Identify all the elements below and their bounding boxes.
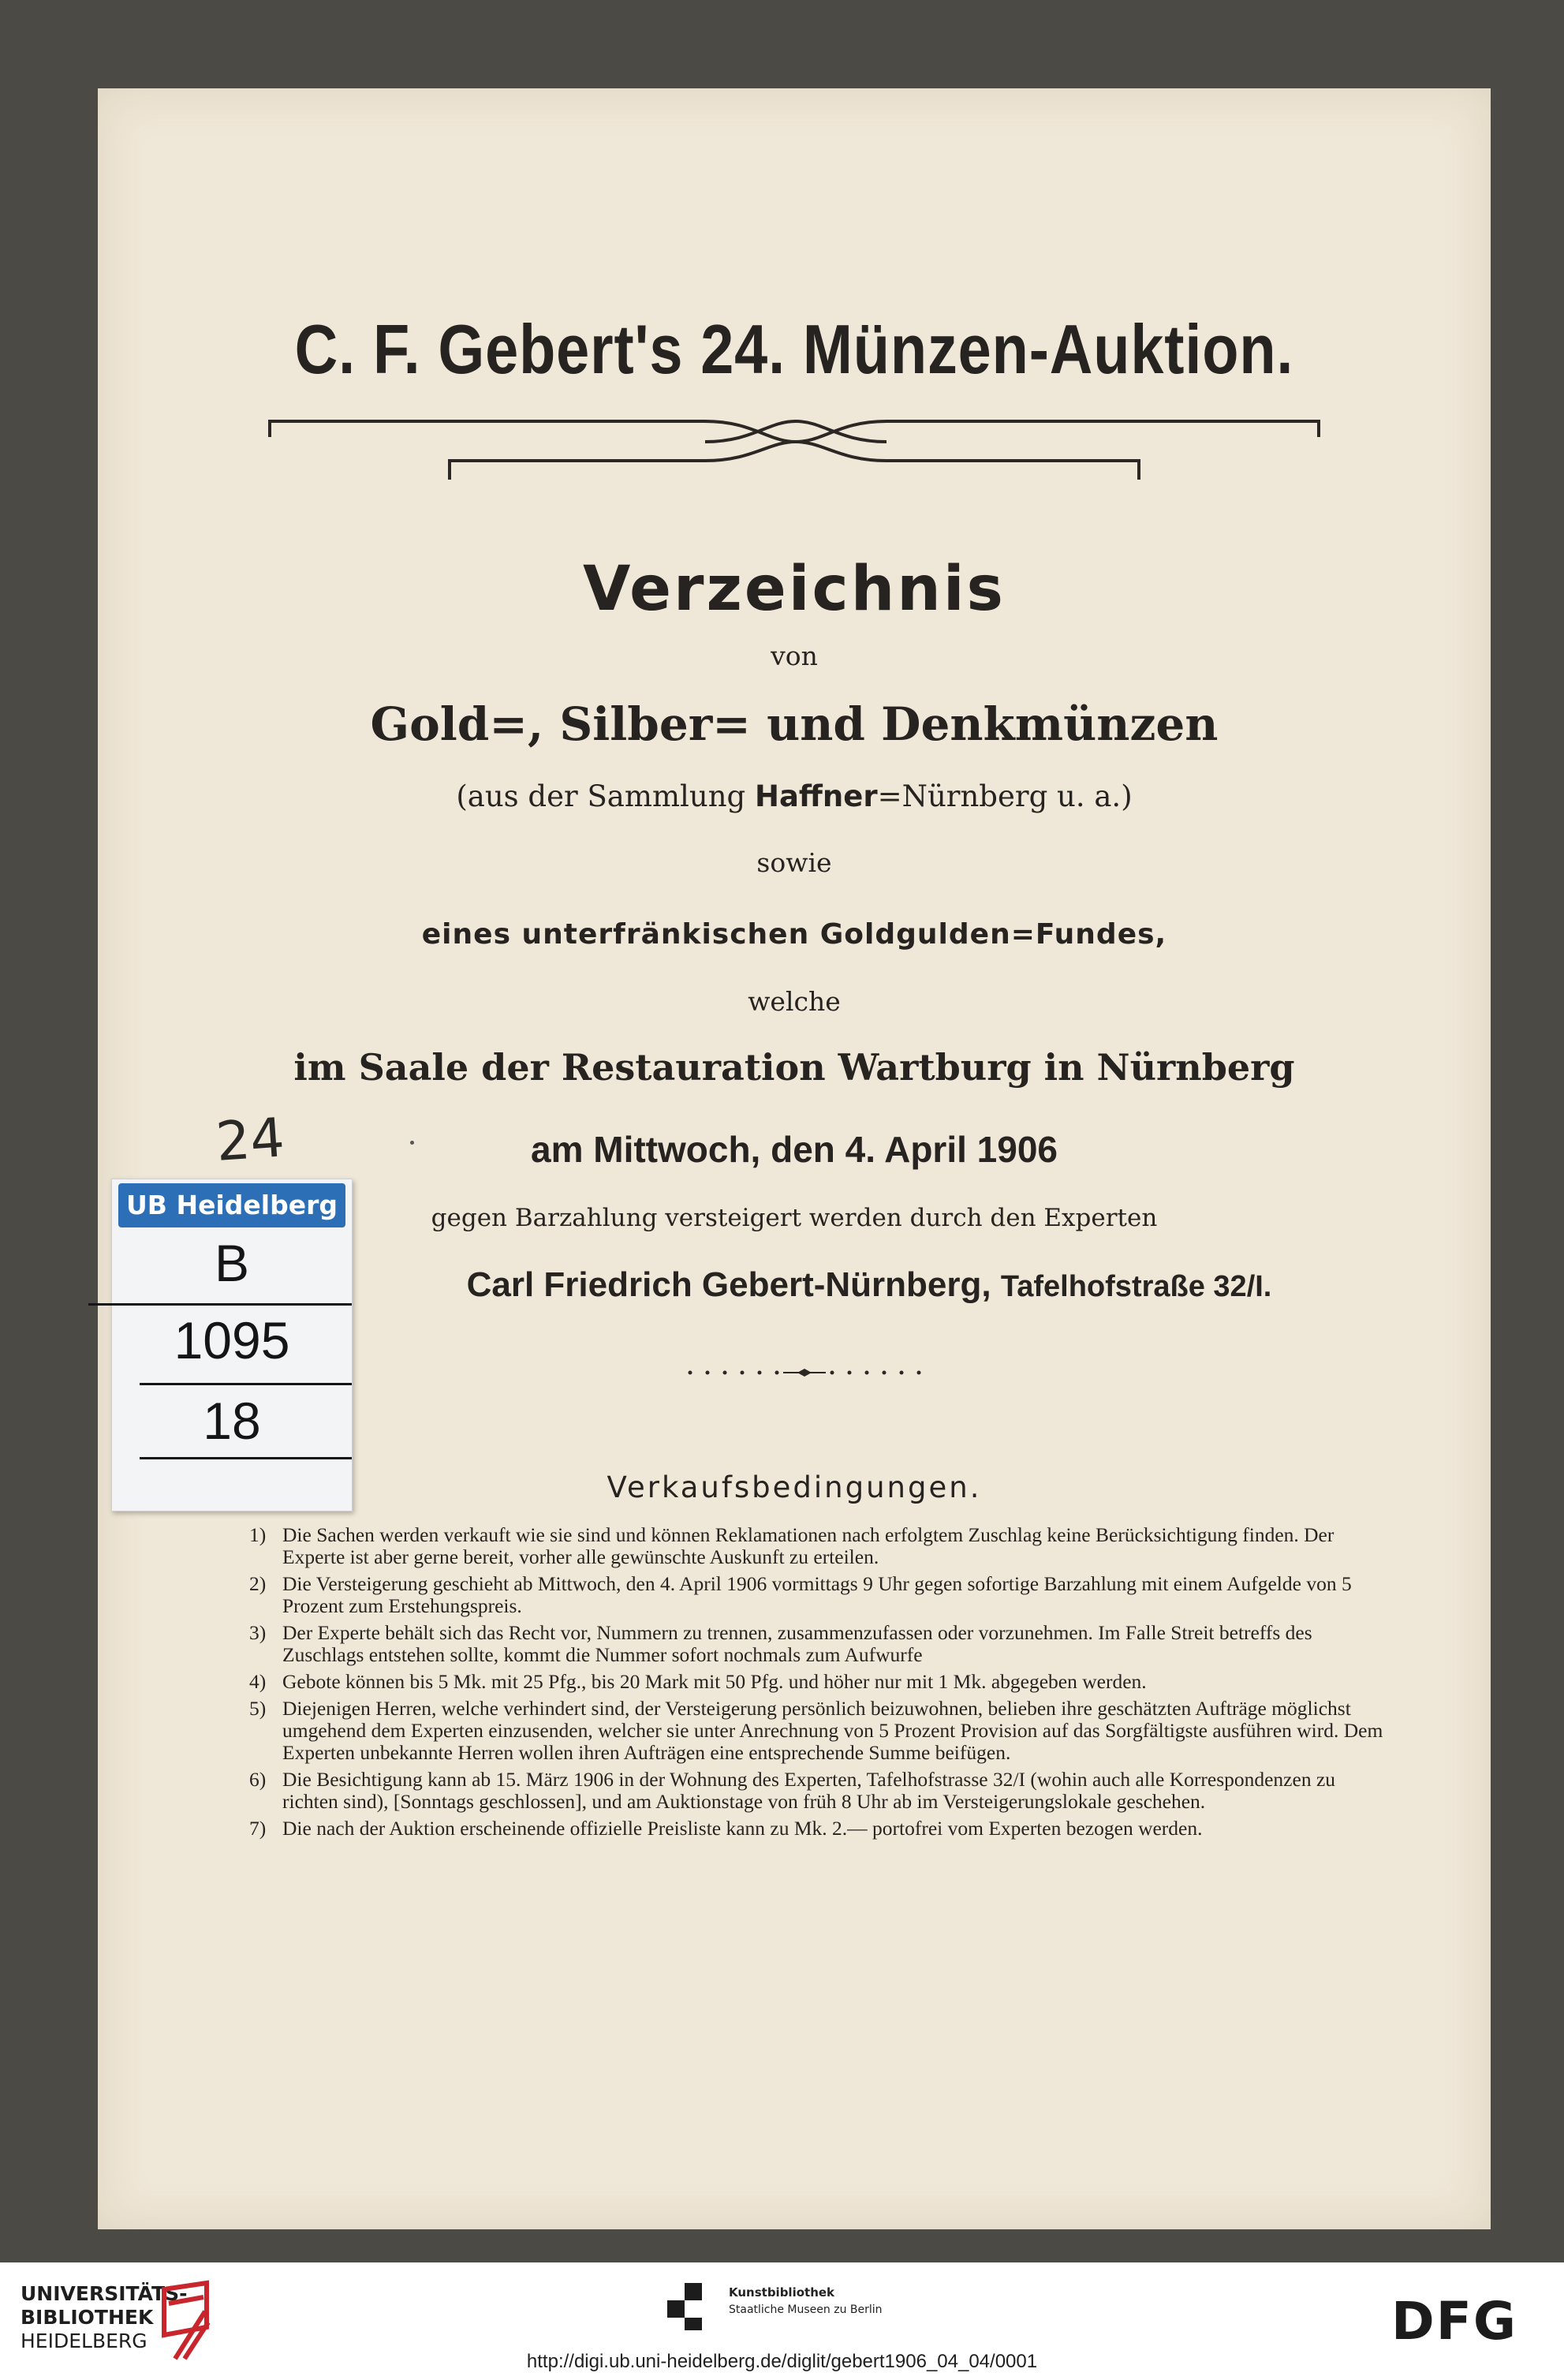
expert-line: [173, 1265, 1564, 1305]
condition-item: [249, 1671, 1393, 1693]
collection-name: Haffner: [754, 779, 878, 813]
condition-number: 2): [249, 1572, 267, 1595]
sowie-text: sowie: [756, 847, 832, 878]
condition-number: 3): [249, 1621, 267, 1644]
condition-text: Der Experte behält sich das Recht vor, Nummern zu trennen, zusammenzufassen oder vorzunehmen. Im Falle Streit betreffs des Zuschlags entstehen sollte, kommt die Nummer sofort nochmals zum Aufwurfe: [282, 1621, 1312, 1666]
condition-number: 1): [249, 1523, 267, 1546]
document-page: [98, 88, 1491, 2229]
von-text: von: [771, 641, 818, 671]
dfg-logo: DFG: [1391, 2291, 1518, 2352]
title-ornament: [263, 404, 1325, 506]
shelf-rule: [140, 1457, 352, 1459]
condition-item: [249, 1573, 1393, 1617]
condition-text: Die nach der Auktion erscheinende offizielle Preisliste kann zu Mk. 2.— portofrei vom Experten bezogen werden.: [282, 1817, 1203, 1840]
condition-text: Diejenigen Herren, welche verhindert sind, der Versteigerung persönlich beizuwohnen, belieben ihre geschätzten Aufträge möglichst umgehend dem Experten einzusenden, welcher sie unter Anrechnung von 5 Prozent Provision auf das Sorgfältigste ausführen wird. Dem Experten unbekannte Herren wollen ihren Aufträgen eine entsprechende Summe beifügen.: [282, 1697, 1383, 1764]
condition-item: [249, 1769, 1393, 1813]
section-divider: [685, 1369, 924, 1377]
condition-text: Gebote können bis 5 Mk. mit 25 Pfg., bis 20 Mark mit 50 Pfg. und höher nur mit 1 Mk. abgegeben werden.: [282, 1670, 1147, 1693]
handwritten-number: 24: [214, 1107, 287, 1174]
kunstbibliothek-subtitle: Staatliche Museen zu Berlin: [729, 2303, 883, 2316]
payment-line: gegen Barzahlung versteigert werden durch den Experten: [431, 1204, 1158, 1232]
coins-title: Gold=, Silber= und Denkmünzen: [370, 697, 1219, 751]
collection-pre: (aus der Sammlung: [456, 779, 755, 813]
welche-text: welche: [748, 986, 841, 1017]
kunstbibliothek-name: Kunstbibliothek: [729, 2285, 835, 2300]
condition-text: Die Versteigerung geschieht ab Mittwoch, den 4. April 1906 vormittags 9 Uhr gegen sofortige Barzahlung mit einem Aufgelde von 5 Prozent zum Erstehungspreis.: [282, 1572, 1352, 1617]
venue-line: im Saale der Restauration Wartburg in Nürnberg: [293, 1046, 1295, 1089]
auction-title: C. F. Gebert's 24. Münzen-Auktion.: [294, 310, 1294, 388]
condition-item: [249, 1622, 1393, 1666]
condition-item: [249, 1818, 1393, 1840]
shelf-mark-line-1: B: [214, 1234, 250, 1292]
source-url: http://digi.ub.uni-heidelberg.de/diglit/gebert1906_04_04/0001: [526, 2351, 1038, 2372]
condition-item: [249, 1698, 1393, 1764]
shelf-mark-label: [111, 1179, 353, 1511]
date-line: am Mittwoch, den 4. April 1906: [530, 1129, 1058, 1170]
conditions-list: [249, 1524, 1393, 1844]
condition-text: Die Besichtigung kann ab 15. März 1906 in der Wohnung des Experten, Tafelhofstrasse 32/I (wohin auch alle Korrespondenzen zu richten sind), [Sonntags geschlossen], und am Auktionstage von früh 8 Uhr ab im Versteigerungslokale geschehen.: [282, 1768, 1336, 1813]
expert-name: Carl Friedrich Gebert-Nürnberg,: [466, 1265, 991, 1304]
university-mark-icon: [159, 2280, 215, 2362]
shelf-rule: [140, 1383, 352, 1385]
shelf-rule: [88, 1303, 352, 1306]
ink-dot: [410, 1141, 414, 1145]
condition-number: 5): [249, 1697, 267, 1720]
collection-line: [98, 779, 1491, 813]
shelf-mark-line-2: 1095: [174, 1311, 290, 1369]
condition-number: 6): [249, 1768, 267, 1791]
find-line: eines unterfränkischen Goldgulden=Fundes,: [421, 918, 1167, 951]
logo-text-line-2: BIBLIOTHEK: [21, 2306, 154, 2329]
kunstbibliothek-mark-icon: [667, 2283, 715, 2330]
condition-number: 7): [249, 1817, 267, 1840]
shelf-mark-line-3: 18: [203, 1392, 261, 1450]
conditions-title: Verkaufsbedingungen.: [607, 1470, 982, 1504]
logo-text-line-3: HEIDELBERG: [21, 2330, 147, 2352]
condition-item: [249, 1524, 1393, 1568]
condition-number: 4): [249, 1670, 267, 1693]
collection-post: =Nürnberg u. a.): [877, 779, 1133, 813]
heading: Verzeichnis: [583, 554, 1006, 625]
condition-text: Die Sachen werden verkauft wie sie sind und können Reklamationen nach erfolgtem Zuschlag keine Berücksichtigung finden. Der Experte ist aber gerne bereit, vorher alle gewünschte Auskunft zu erteilen.: [282, 1523, 1334, 1568]
expert-address: Tafelhofstraße 32/I.: [1000, 1270, 1272, 1303]
logo-text-line-1: UNIVERSITÄTS-: [21, 2282, 188, 2305]
library-badge: UB Heidelberg: [118, 1183, 345, 1227]
